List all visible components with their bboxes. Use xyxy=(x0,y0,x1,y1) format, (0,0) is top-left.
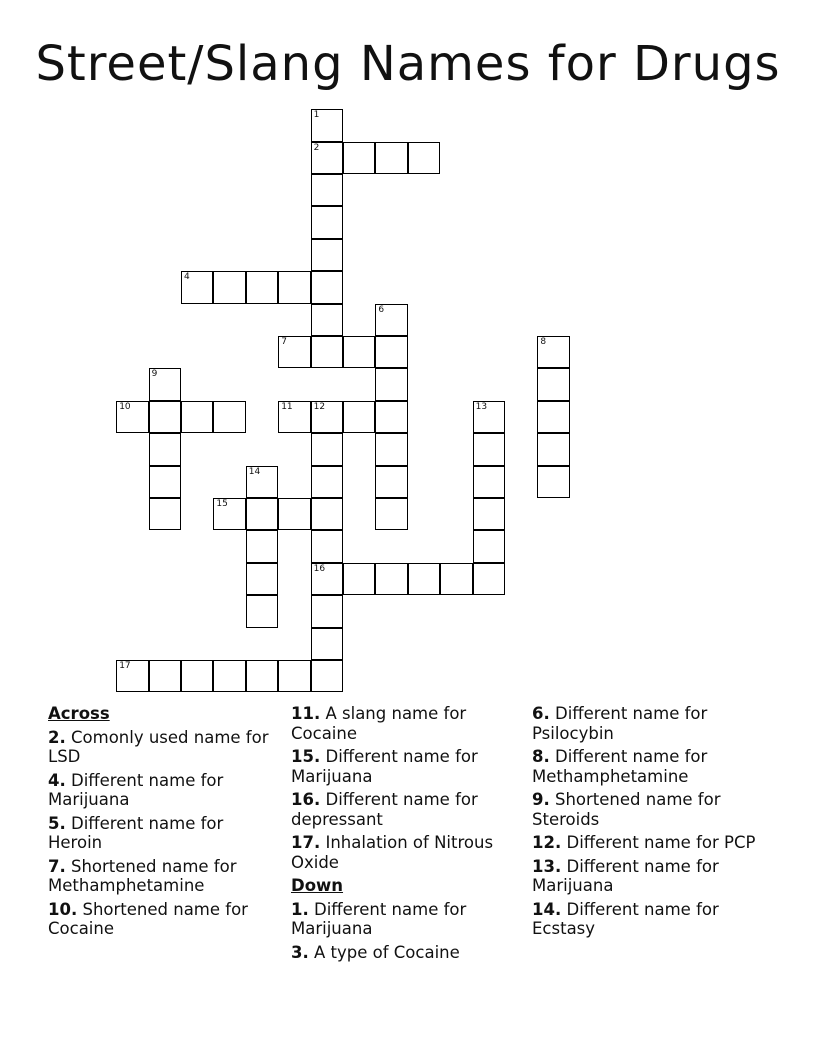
clue-across-10: 10. Shortened name for Cocaine xyxy=(48,899,248,938)
clue-down-8: 8. Different name for Methamphetamine xyxy=(532,747,708,786)
grid-cell-number: 13 xyxy=(475,401,488,412)
grid-cell[interactable] xyxy=(473,563,505,595)
clue-down-1: 1. Different name for Marijuana xyxy=(291,899,467,938)
grid-cell-number: 4 xyxy=(184,272,190,283)
grid-cell-number: 10 xyxy=(119,401,131,412)
grid-cell-number: 17 xyxy=(119,661,131,671)
grid-cell[interactable] xyxy=(408,563,440,595)
clue-across-17: 17. Inhalation of Nitrous Oxide xyxy=(291,833,494,872)
grid-cell[interactable] xyxy=(473,530,505,562)
clue-across-5: 5. Different name for Heroin xyxy=(48,813,224,852)
grid-cell[interactable] xyxy=(213,271,245,303)
grid-cell[interactable] xyxy=(343,336,375,368)
grid-cell[interactable] xyxy=(473,433,505,465)
clues-column-3 xyxy=(532,704,772,943)
grid-cell[interactable] xyxy=(375,466,407,498)
grid-cell[interactable] xyxy=(311,595,343,627)
grid-cell[interactable] xyxy=(149,466,181,498)
clue-down-6: 6. Different name for Psilocybin xyxy=(532,704,708,743)
grid-cell[interactable] xyxy=(311,206,343,238)
grid-cell[interactable] xyxy=(311,628,343,660)
grid-cell[interactable] xyxy=(149,660,181,692)
grid-cell-number: 7 xyxy=(281,337,287,347)
clue-down-12: 12. Different name for PCP xyxy=(532,833,756,852)
grid-cell[interactable] xyxy=(311,109,343,141)
grid-cell[interactable] xyxy=(181,401,213,433)
grid-cell[interactable] xyxy=(278,498,310,530)
clue-across-11: 11. A slang name for Cocaine xyxy=(291,704,467,743)
grid-cell[interactable] xyxy=(473,466,505,498)
clue-across-4: 4. Different name for Marijuana xyxy=(48,770,224,809)
grid-cell-number: 12 xyxy=(313,401,326,412)
grid-cell[interactable] xyxy=(246,595,278,627)
grid-cell-number: 1 xyxy=(313,110,320,121)
grid-cell[interactable] xyxy=(149,433,181,465)
grid-cell-number: 11 xyxy=(281,401,293,412)
clue-across-7: 7. Shortened name for Methamphetamine xyxy=(48,856,237,895)
grid-cell[interactable] xyxy=(343,563,375,595)
clue-down-9: 9. Shortened name for Steroids xyxy=(532,790,721,829)
grid-cell[interactable] xyxy=(537,401,569,433)
clues-column-2 xyxy=(291,704,523,966)
clue-across-16: 16. Different name for depressant xyxy=(291,790,478,829)
grid-cell[interactable] xyxy=(246,498,278,530)
clue-down-3: 3. A type of Cocaine xyxy=(291,942,460,962)
grid-cell[interactable] xyxy=(116,401,148,433)
grid-cell[interactable] xyxy=(149,401,181,433)
clue-across-15: 15. Different name for Marijuana xyxy=(291,747,478,786)
grid-cell[interactable] xyxy=(311,498,343,530)
grid-cell[interactable] xyxy=(311,530,343,562)
grid-cell[interactable] xyxy=(311,271,343,303)
grid-cell-number: 6 xyxy=(378,304,385,315)
clue-down-13: 13. Different name for Marijuana xyxy=(532,856,719,895)
grid-cell[interactable] xyxy=(246,271,278,303)
grid-cell[interactable] xyxy=(375,498,407,530)
grid-cell[interactable] xyxy=(181,271,213,303)
grid-cell[interactable] xyxy=(375,401,407,433)
grid-cell[interactable] xyxy=(375,304,407,336)
grid-cell[interactable] xyxy=(408,142,440,174)
grid-cell[interactable] xyxy=(311,660,343,692)
grid-cell[interactable] xyxy=(537,433,569,465)
grid-cell[interactable] xyxy=(311,563,343,595)
grid-cell-number: 2 xyxy=(313,142,320,153)
grid-cell[interactable] xyxy=(537,466,569,498)
grid-cell[interactable] xyxy=(181,660,213,692)
grid-cell[interactable] xyxy=(311,142,343,174)
grid-cell[interactable] xyxy=(343,142,375,174)
grid-cell[interactable] xyxy=(311,336,343,368)
grid-cell[interactable] xyxy=(278,660,310,692)
grid-cell[interactable] xyxy=(375,142,407,174)
grid-cell[interactable] xyxy=(537,336,569,368)
grid-cell[interactable] xyxy=(278,271,310,303)
grid-cell[interactable] xyxy=(246,660,278,692)
grid-cell-number: 8 xyxy=(540,337,547,347)
grid-cell[interactable] xyxy=(149,498,181,530)
grid-cell[interactable] xyxy=(278,336,310,368)
grid-cell[interactable] xyxy=(343,401,375,433)
grid-cell[interactable] xyxy=(213,660,245,692)
page-title: Street/Slang Names for Drugs xyxy=(35,36,781,92)
grid-cell-number: 15 xyxy=(216,499,228,509)
grid-cell[interactable] xyxy=(278,401,310,433)
grid-cell[interactable] xyxy=(246,530,278,562)
grid-cell[interactable] xyxy=(311,466,343,498)
grid-cell[interactable] xyxy=(375,336,407,368)
grid-cell[interactable] xyxy=(311,174,343,206)
grid-cell[interactable] xyxy=(213,498,245,530)
grid-cell[interactable] xyxy=(473,498,505,530)
across-heading: Across xyxy=(48,704,110,723)
grid-cell[interactable] xyxy=(213,401,245,433)
grid-cell-number: 14 xyxy=(248,466,261,477)
clues-column-1 xyxy=(48,704,280,943)
grid-cell[interactable] xyxy=(311,433,343,465)
clue-down-14: 14. Different name for Ecstasy xyxy=(532,899,719,938)
grid-cell[interactable] xyxy=(246,466,278,498)
grid-cell[interactable] xyxy=(473,401,505,433)
grid-cell[interactable] xyxy=(375,563,407,595)
grid-cell[interactable] xyxy=(149,368,181,400)
grid-cell[interactable] xyxy=(375,368,407,400)
grid-cell[interactable] xyxy=(537,368,569,400)
grid-cell[interactable] xyxy=(440,563,472,595)
grid-cell-number: 9 xyxy=(151,369,158,380)
grid-cell[interactable] xyxy=(375,433,407,465)
grid-cell[interactable] xyxy=(311,239,343,271)
grid-cell[interactable] xyxy=(311,401,343,433)
grid-cell[interactable] xyxy=(116,660,148,692)
grid-cell[interactable] xyxy=(311,304,343,336)
grid-cell[interactable] xyxy=(246,563,278,595)
grid-cell-number: 16 xyxy=(313,563,326,574)
down-heading: Down xyxy=(291,876,344,895)
clue-across-2: 2. Comonly used name for LSD xyxy=(48,727,269,766)
